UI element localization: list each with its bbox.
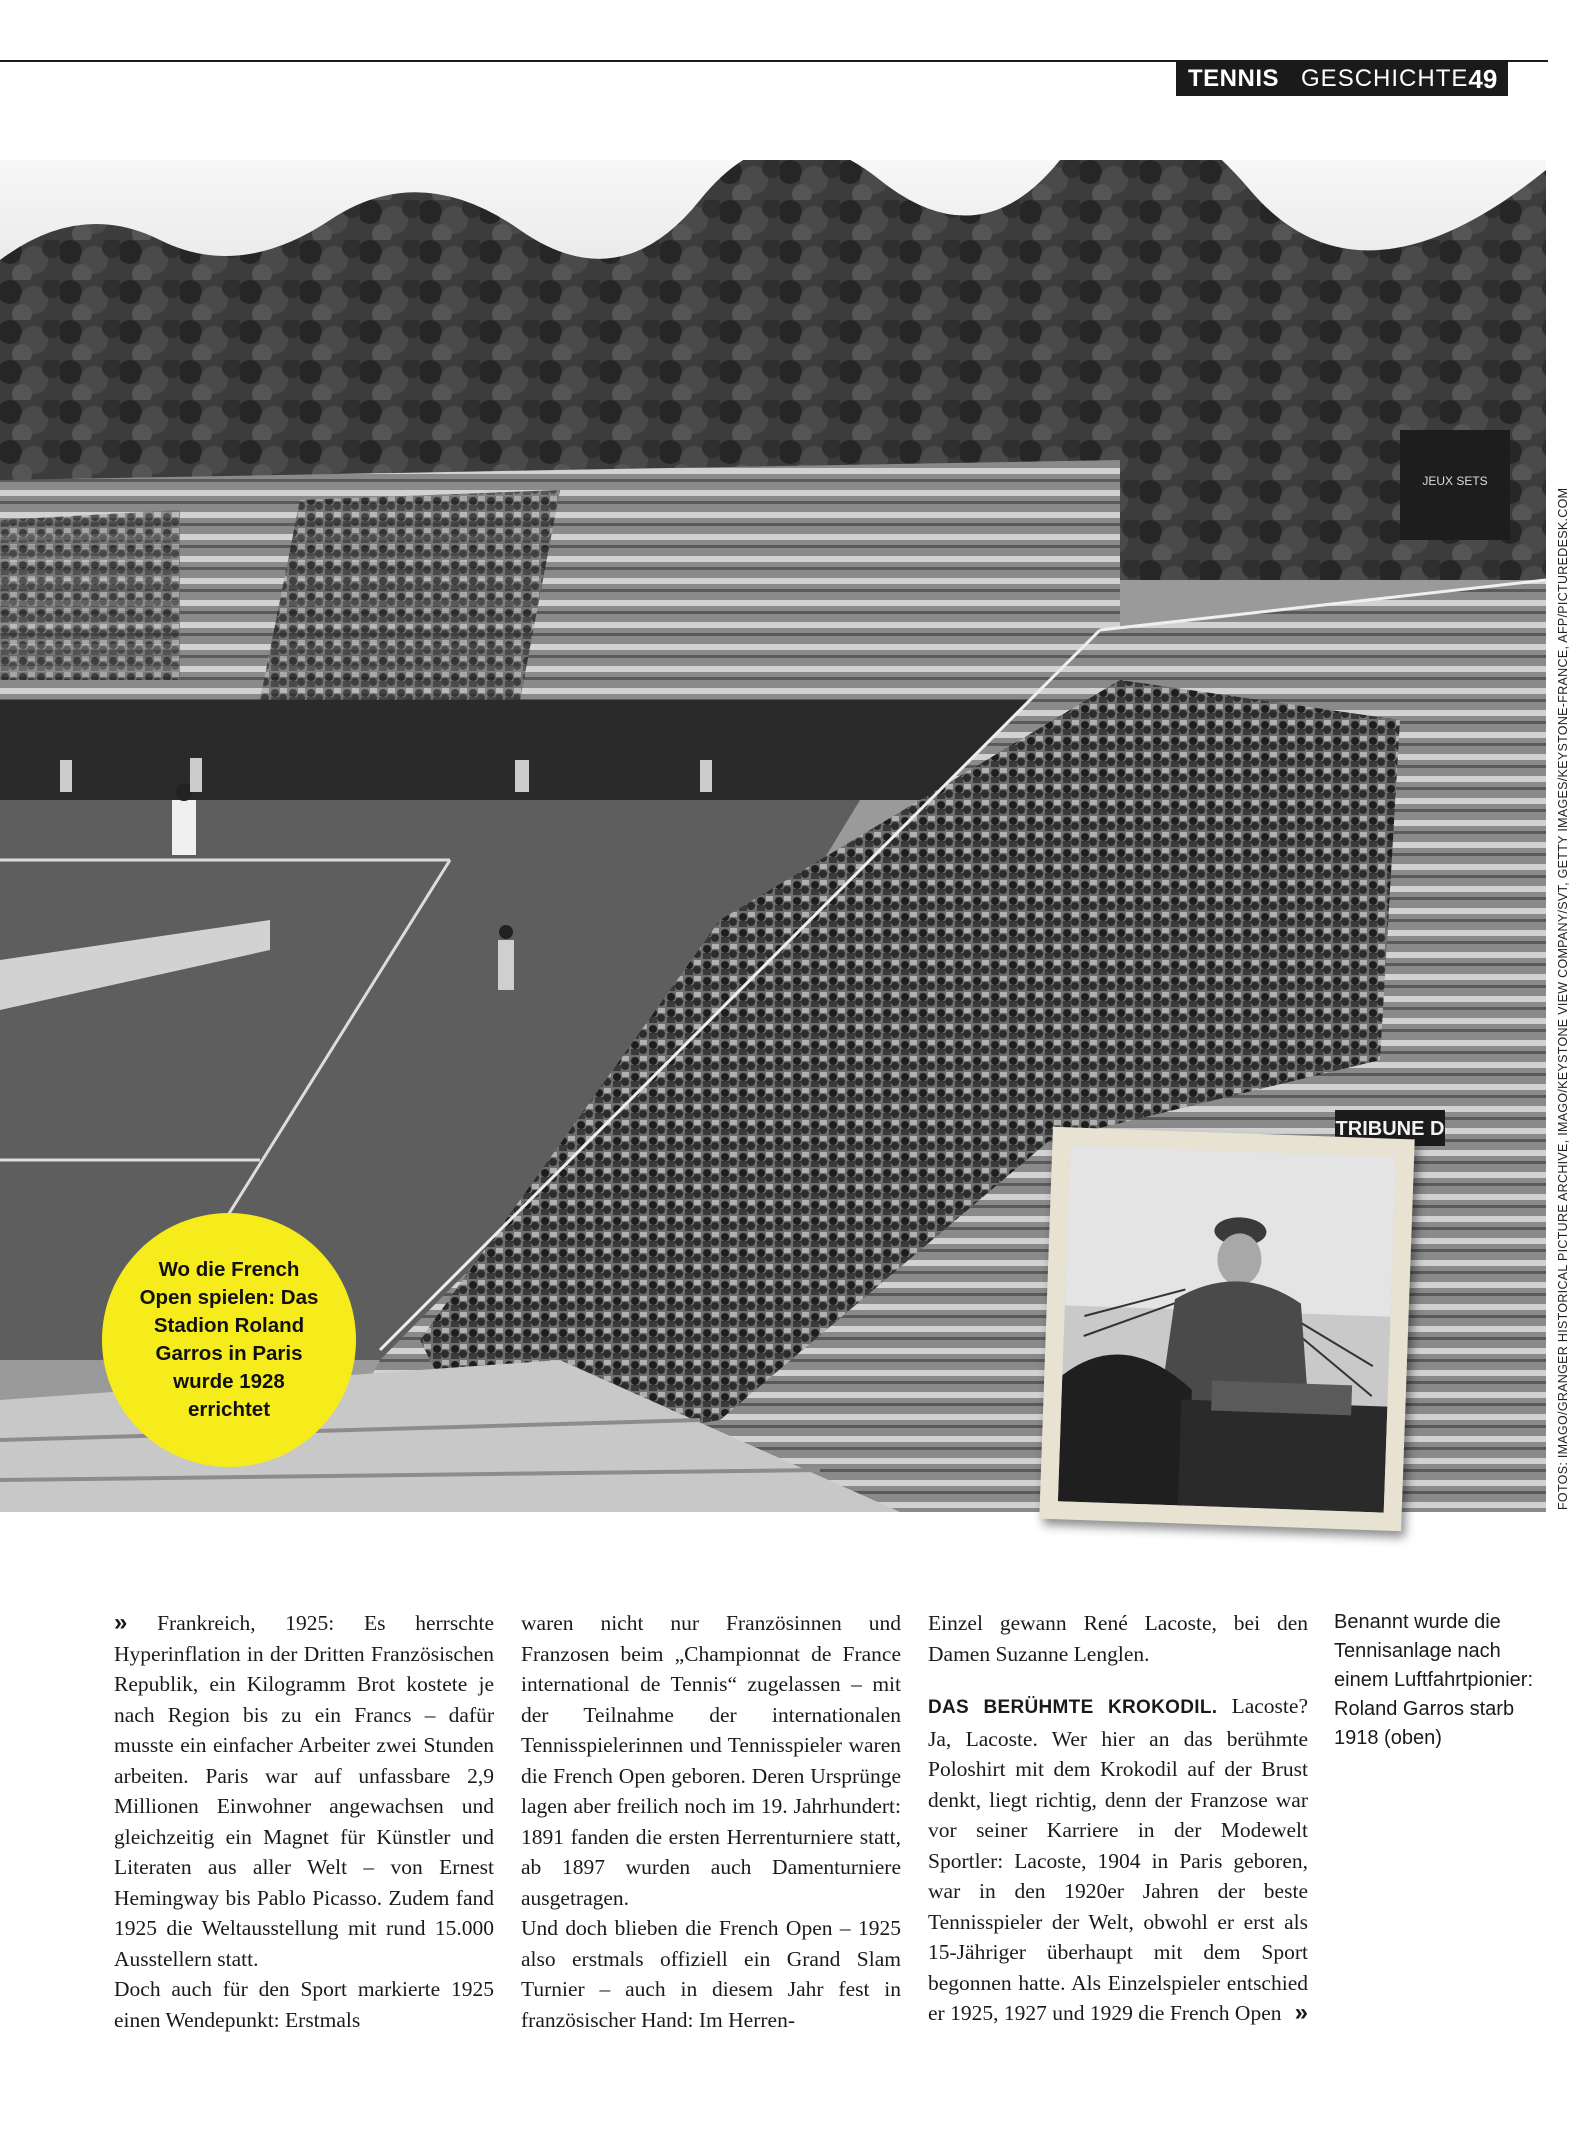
- article-paragraph: waren nicht nur Französinnen und Franzosen beim „Championnat de France international de Tennis“ zugelassen – mit der Teilnahme der internationalen Tennisspielerinnen und Tennisspieler waren die French Open geboren. Deren Ursprünge lagen aber freilich noch im 19. Jahrhundert: 1891 fanden die ersten Herrenturniere statt, ab 1897 wurden auch Damenturniere ausgetragen.: [521, 1611, 901, 1910]
- article-column-3: [928, 1608, 1308, 2029]
- article-paragraph: Einzel gewann René Lacoste, bei den Damen Suzanne Lenglen.: [928, 1611, 1308, 1666]
- article-paragraph: Doch auch für den Sport markierte 1925 einen Wendepunkt: Erstmals: [114, 1977, 494, 2032]
- section-name: GESCHICHTE: [1301, 65, 1469, 92]
- article-start-marker: »: [114, 1609, 128, 1636]
- section-category: TENNIS: [1188, 65, 1280, 92]
- article-column-1: [114, 1608, 494, 2035]
- caption-bubble: Wo die French Open spielen: Das Stadion Roland Garros in Paris wurde 1928 errichtet: [102, 1213, 356, 1467]
- page-number: 49: [1468, 63, 1498, 94]
- photo-credit: FOTOS: IMAGO/GRANGER HISTORICAL PICTURE ARCHIVE, IMAGO/KEYSTONE VIEW COMPANY/SVT, GETTY IMAGES/KEYSTONE-FRANCE, AFP/PICTUREDESK.COM: [1556, 487, 1570, 1510]
- side-caption: Benannt wurde die Tennisanlage nach einem Luftfahrtpionier: Roland Garros starb 1918 (oben): [1334, 1611, 1534, 1749]
- article-paragraph: Lacoste? Ja, Lacoste. Wer hier an das berühmte Poloshirt mit dem Krokodil auf der Brust denkt, liegt richtig, denn der Franzose war vor seiner Karriere in der Modewelt Sportler: Lacoste, 1904 in Paris geboren, war in den 1920er Jahren der beste Tennisspieler der Welt, obwohl er erst als 15-Jähriger überhaupt mit dem Sport begonnen hatte. Als Einzelspieler entschied er 1925, 1927 und 1929 die French Open: [928, 1694, 1308, 2025]
- section-tab: [1176, 62, 1508, 96]
- inset-photo-roland-garros: [1039, 1127, 1414, 1531]
- tribune-sign: TRIBUNE D: [1335, 1118, 1445, 1140]
- article-paragraph: Und doch blieben die French Open – 1925 also erstmals offiziell ein Grand Slam Turnier – auch in diesem Jahr fest in französischer Hand: Im Herren-: [521, 1916, 901, 2032]
- article-paragraph: Frankreich, 1925: Es herrschte Hyperinflation in der Dritten Französischen Republik, ein Kilogramm Brot kostete je nach Region bis zu ein Francs – dafür musste ein einfacher Arbeiter zwei Stunden arbeiten. Paris war auf unfassbare 2,9 Millionen Einwohner angewachsen und gleichzeitig ein Magnet für Künstler und Literaten aus aller Welt – von Ernest Hemingway bis Pablo Picasso. Zudem fand 1925 die Weltausstellung mit rund 15.000 Ausstellern statt.: [114, 1611, 494, 1971]
- article-end-marker: »: [1294, 1999, 1308, 2026]
- article-column-2: [521, 1608, 901, 2035]
- article-subhead: DAS BERÜHMTE KROKODIL.: [928, 1697, 1218, 1718]
- scoreboard-text: JEUX SETS: [1422, 474, 1488, 488]
